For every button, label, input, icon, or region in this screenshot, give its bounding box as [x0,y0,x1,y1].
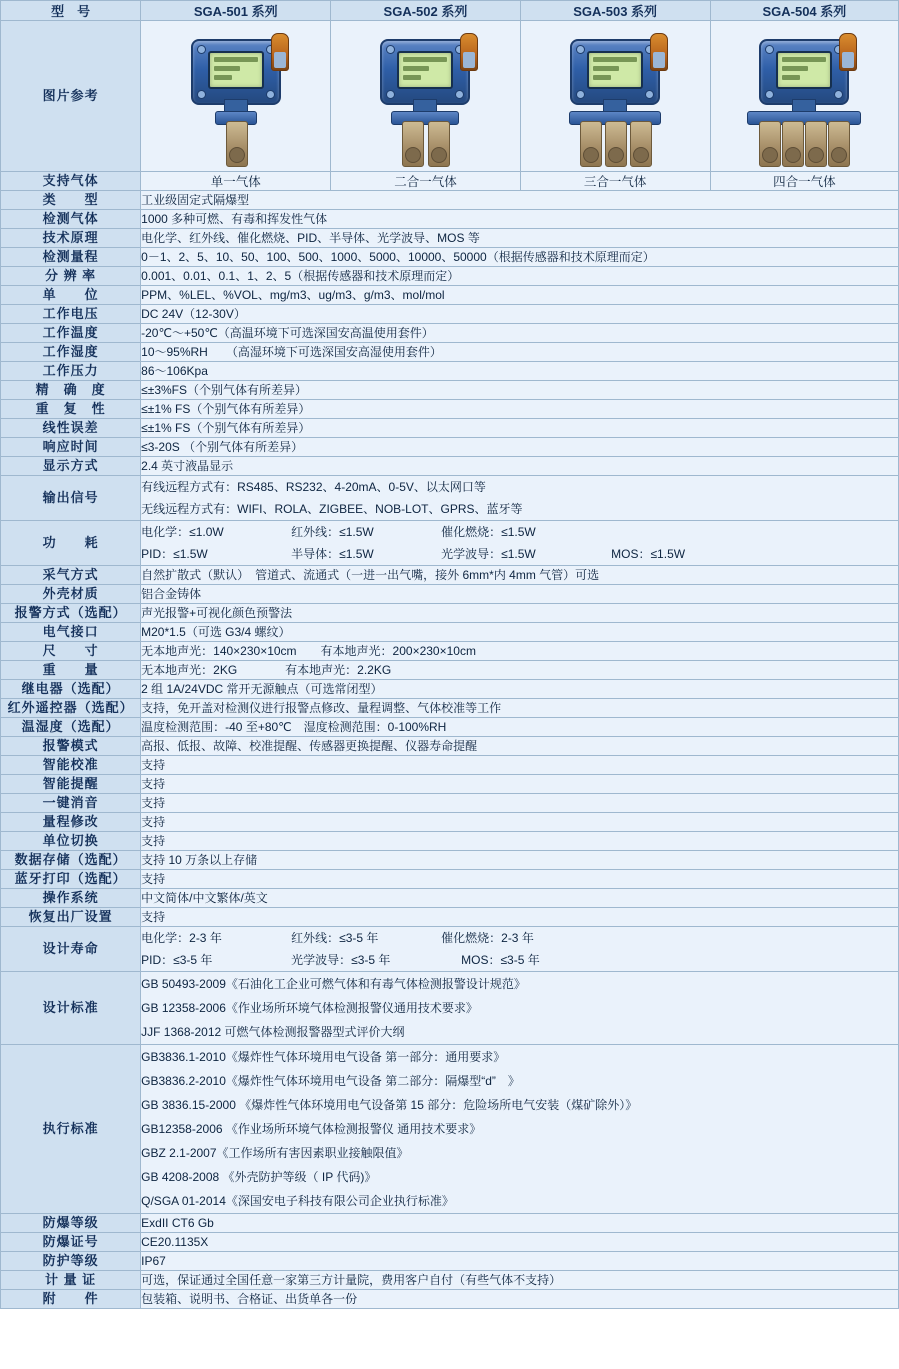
row-label: 报警方式（选配） [1,604,141,623]
lifespan-item: 红外线：≤3-5 年 [291,931,379,945]
table-row [1,1290,899,1309]
row-label: 分 辨 率 [1,267,141,286]
row-label: 工作湿度 [1,343,141,362]
alarm-lamp-icon [839,33,857,71]
exec-standard-value [141,1045,899,1214]
table-row [1,1252,899,1271]
detector-housing-icon [191,39,281,105]
row-label: 蓝牙打印（选配） [1,870,141,889]
row-label: 操作系统 [1,889,141,908]
row-label: 外壳材质 [1,585,141,604]
detector-housing-icon [570,39,660,105]
row-value: 1000 多种可燃、有毒和挥发性气体 [141,210,899,229]
alarm-lamp-icon [460,33,478,71]
design-standard-line: GB 50493-2009《石油化工企业可燃气体和有毒气体检测报警设计规范》 [141,977,526,991]
row-value: 电化学、红外线、催化燃烧、PID、半导体、光学波导、MOS 等 [141,229,899,248]
row-label: 单位切换 [1,832,141,851]
sensor-probe-icon [630,121,652,167]
row-label: 计 量 证 [1,1271,141,1290]
row-label: 精 确 度 [1,381,141,400]
table-row [1,832,899,851]
row-value: 温度检测范围：-40 至+80℃ 湿度检测范围：0-100%RH [141,718,899,737]
table-row [1,604,899,623]
row-label: 尺 寸 [1,642,141,661]
gas-detector-illustration [711,25,898,167]
row-value: ≤±1% FS（个别气体有所差异） [141,419,899,438]
table-row [1,381,899,400]
lifespan-line-2 [141,949,898,971]
table-row [1,438,899,457]
row-label: 线性误差 [1,419,141,438]
lifespan-item: 电化学：2-3 年 [141,931,222,945]
power-item: 红外线：≤1.5W [291,525,374,539]
power-value [141,521,899,566]
table-row [1,362,899,381]
gas-detector-illustration [331,25,519,167]
table-row [1,400,899,419]
exec-standard-line: Q/SGA 01-2014《深国安电子科技有限公司企业执行标准》 [141,1194,454,1208]
row-label: 采气方式 [1,566,141,585]
product-image-2 [331,21,520,172]
row-value: 支持 [141,775,899,794]
row-value: 2.4 英寸液晶显示 [141,457,899,476]
lifespan-item: 催化燃烧：2-3 年 [441,931,534,945]
row-value: ≤±1% FS（个别气体有所差异） [141,400,899,419]
power-item: 光学波导：≤1.5W [441,547,536,561]
row-value: 自然扩散式（默认） 管道式、流通式（一进一出气嘴，接外 6mm*内 4mm 气管）可选 [141,566,899,585]
row-label: 重 量 [1,661,141,680]
row-label: 量程修改 [1,813,141,832]
row-value: 无本地声光：140×230×10cm 有本地声光：200×230×10cm [141,642,899,661]
row-value: 0.001、0.01、0.1、1、2、5（根据传感器和技术原理而定） [141,267,899,286]
row-label: 数据存储（选配） [1,851,141,870]
row-value: CE20.1135X [141,1233,899,1252]
table-row [1,229,899,248]
table-row [1,305,899,324]
row-value: 铝合金铸体 [141,585,899,604]
row-value: 可选，保证通过全国任意一家第三方计量院，费用客户自付（有些气体不支持） [141,1271,899,1290]
table-row [1,191,899,210]
row-value: -20℃～+50℃（高温环境下可选深国安高温使用套件） [141,324,899,343]
design-standard-row [1,972,899,1045]
model-2: SGA-502 系列 [331,1,520,21]
table-row [1,794,899,813]
table-row [1,775,899,794]
power-item: PID：≤1.5W [141,547,208,561]
output-signal-value [141,476,899,521]
row-value: 工业级固定式隔爆型 [141,191,899,210]
lifespan-item: 光学波导：≤3-5 年 [291,953,391,967]
row-value: 中文简体/中文繁体/英文 [141,889,899,908]
table-row [1,419,899,438]
table-row [1,267,899,286]
row-label: 一键消音 [1,794,141,813]
row-label: 重 复 性 [1,400,141,419]
row-label: 类 型 [1,191,141,210]
row-value: PPM、%LEL、%VOL、mg/m3、ug/m3、g/m3、mol/mol [141,286,899,305]
design-standard-line: JJF 1368-2012 可燃气体检测报警器型式评价大纲 [141,1025,405,1039]
row-value: 支持 10 万条以上存储 [141,851,899,870]
table-row [1,851,899,870]
detector-housing-icon [759,39,849,105]
row-label: 检测量程 [1,248,141,267]
row-value: 10～95%RH （高湿环境下可选深国安高湿使用套件） [141,343,899,362]
table-row [1,813,899,832]
table-row [1,1233,899,1252]
row-value: 支持 [141,908,899,927]
row-value: 支持 [141,794,899,813]
row-label: 红外遥控器（选配） [1,699,141,718]
detector-screen-icon [587,51,643,89]
lifespan-label: 设计寿命 [1,927,141,972]
row-value: 声光报警+可视化颜色预警法 [141,604,899,623]
gas-support-3: 三合一气体 [520,172,710,191]
row-label: 检测气体 [1,210,141,229]
table-row [1,210,899,229]
table-row [1,680,899,699]
sensor-probe-icon [828,121,850,167]
table-row [1,343,899,362]
row-label: 智能校准 [1,756,141,775]
table-row [1,457,899,476]
row-label: 报警模式 [1,737,141,756]
detector-housing-icon [380,39,470,105]
detector-screen-icon [208,51,264,89]
gas-support-row [1,172,899,191]
table-row [1,661,899,680]
row-value: 0－1、2、5、10、50、100、500、1000、5000、10000、50000（根据传感器和技术原理而定） [141,248,899,267]
model-3: SGA-503 系列 [520,1,710,21]
power-line-2 [141,543,898,565]
row-value: M20*1.5（可选 G3/4 螺纹） [141,623,899,642]
lifespan-row [1,927,899,972]
sensor-probe-icon [226,121,248,167]
product-image-4 [710,21,898,172]
row-value: 支持 [141,870,899,889]
table-row [1,699,899,718]
lifespan-item: PID：≤3-5 年 [141,953,213,967]
table-row [1,642,899,661]
product-image-3 [520,21,710,172]
row-label: 响应时间 [1,438,141,457]
power-item: 电化学：≤1.0W [141,525,224,539]
row-value: ≤3-20S （个别气体有所差异） [141,438,899,457]
table-row [1,908,899,927]
sensor-probe-icon [605,121,627,167]
product-image-1 [141,21,331,172]
table-row [1,286,899,305]
row-label: 继电器（选配） [1,680,141,699]
power-item: 半导体：≤1.5W [291,547,374,561]
detector-screen-icon [397,51,453,89]
table-row [1,1271,899,1290]
row-label: 显示方式 [1,457,141,476]
lifespan-value [141,927,899,972]
sensor-probe-icon [759,121,781,167]
design-standard-value [141,972,899,1045]
header-label: 型 号 [1,1,141,21]
product-image-row [1,21,899,172]
table-row [1,870,899,889]
row-label: 技术原理 [1,229,141,248]
table-row [1,566,899,585]
lifespan-line-1 [141,927,898,949]
row-label: 电气接口 [1,623,141,642]
row-value: DC 24V（12-30V） [141,305,899,324]
exec-standard-line: GB12358-2006 《作业场所环境气体检测报警仪 通用技术要求》 [141,1122,482,1136]
sensor-probe-icon [402,121,424,167]
model-4: SGA-504 系列 [710,1,898,21]
exec-standard-line: GB3836.1-2010《爆炸性气体环境用电气设备 第一部分：通用要求》 [141,1050,506,1064]
gas-support-1: 单一气体 [141,172,331,191]
row-label: 工作压力 [1,362,141,381]
detector-screen-icon [776,51,832,89]
model-1: SGA-501 系列 [141,1,331,21]
row-value: IP67 [141,1252,899,1271]
row-value: 包装箱、说明书、合格证、出货单各一份 [141,1290,899,1309]
row-label: 工作电压 [1,305,141,324]
gas-detector-illustration [521,25,710,167]
exec-standard-line: GB 3836.15-2000 《爆炸性气体环境用电气设备第 15 部分：危险场所电气安装（煤矿除外）》 [141,1098,638,1112]
table-row [1,1214,899,1233]
exec-standard-row [1,1045,899,1214]
output-signal-line-1: 有线远程方式有：RS485、RS232、4-20mA、0-5V、以太网口等 [141,480,486,494]
row-value: 2 组 1A/24VDC 常开无源触点（可选常闭型） [141,680,899,699]
table-row [1,718,899,737]
gas-support-2: 二合一气体 [331,172,520,191]
row-label: 工作温度 [1,324,141,343]
output-signal-line-2: 无线远程方式有：WIFI、ROLA、ZIGBEE、NOB-LOT、GPRS、蓝牙等 [141,502,523,516]
row-label: 防爆等级 [1,1214,141,1233]
power-item: 催化燃烧：≤1.5W [441,525,536,539]
row-value: ≤±3%FS（个别气体有所差异） [141,381,899,400]
row-label: 恢复出厂设置 [1,908,141,927]
design-standard-line: GB 12358-2006《作业场所环境气体检测报警仪通用技术要求》 [141,1001,478,1015]
row-value: 支持 [141,756,899,775]
row-value: 支持 [141,832,899,851]
output-signal-label: 输出信号 [1,476,141,521]
design-standard-label: 设计标准 [1,972,141,1045]
row-value: 无本地声光：2KG 有本地声光：2.2KG [141,661,899,680]
row-value: 支持，免开盖对检测仪进行报警点修改、量程调整、气体校准等工作 [141,699,899,718]
row-value: 高报、低报、故障、校准提醒、传感器更换提醒、仪器寿命提醒 [141,737,899,756]
gas-support-label: 支持气体 [1,172,141,191]
gas-detector-illustration [141,25,330,167]
exec-standard-line: GBZ 2.1-2007《工作场所有害因素职业接触限值》 [141,1146,409,1160]
table-row [1,248,899,267]
sensor-probe-icon [782,121,804,167]
row-value: ExdII CT6 Gb [141,1214,899,1233]
row-label: 防爆证号 [1,1233,141,1252]
sensor-probe-icon [580,121,602,167]
table-row [1,756,899,775]
power-row [1,521,899,566]
table-row [1,324,899,343]
row-label: 附 件 [1,1290,141,1309]
table-row [1,585,899,604]
power-line-1 [141,521,898,543]
row-label: 单 位 [1,286,141,305]
power-item: MOS：≤1.5W [611,547,686,561]
alarm-lamp-icon [271,33,289,71]
row-label: 智能提醒 [1,775,141,794]
image-row-label: 图片参考 [1,21,141,172]
exec-standard-label: 执行标准 [1,1045,141,1214]
table-row [1,889,899,908]
row-value: 支持 [141,813,899,832]
lifespan-item: MOS：≤3-5 年 [461,953,540,967]
exec-standard-line: GB 4208-2008 《外壳防护等级（ IP 代码)》 [141,1170,377,1184]
gas-support-4: 四合一气体 [710,172,898,191]
row-label: 温湿度（选配） [1,718,141,737]
alarm-lamp-icon [650,33,668,71]
sensor-probe-icon [428,121,450,167]
table-row [1,737,899,756]
power-label: 功 耗 [1,521,141,566]
table-header-row [1,1,899,21]
exec-standard-line: GB3836.2-2010《爆炸性气体环境用电气设备 第二部分：隔爆型“d” 》 [141,1074,520,1088]
sensor-probe-icon [805,121,827,167]
row-value: 86～106Kpa [141,362,899,381]
row-label: 防护等级 [1,1252,141,1271]
output-signal-row [1,476,899,521]
table-row [1,623,899,642]
